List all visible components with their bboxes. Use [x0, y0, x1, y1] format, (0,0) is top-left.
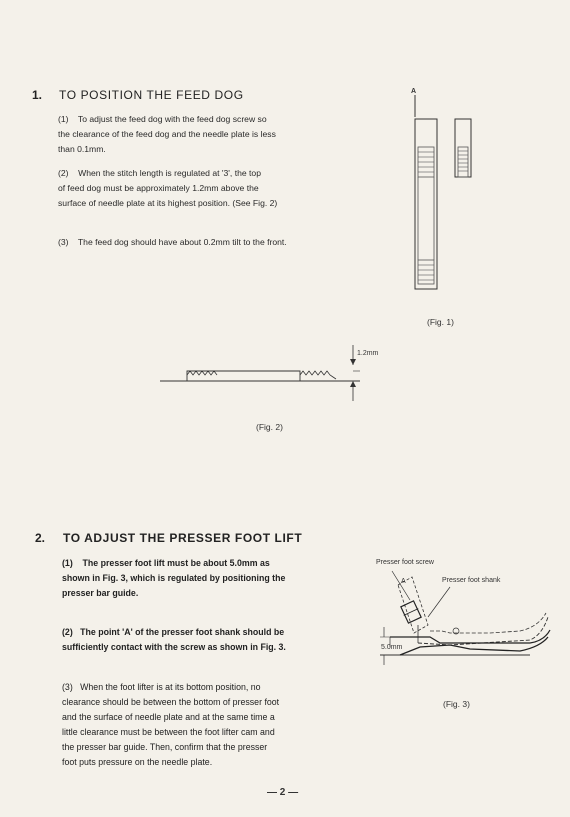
item-tag: (1) — [62, 558, 73, 568]
fig3-shank-label: Presser foot shank — [442, 577, 501, 584]
fig1-point-label: A — [411, 88, 417, 95]
item-line: than 0.1mm. — [58, 144, 106, 154]
item-text: The point 'A' of the presser foot shank should be — [80, 627, 285, 637]
item-line — [58, 166, 358, 181]
fig2-caption: (Fig. 2) — [256, 422, 283, 432]
item-text: When the stitch length is regulated at '3', the top — [78, 168, 261, 178]
section2-item2 — [62, 625, 337, 655]
section1-title: TO POSITION THE FEED DOG — [59, 88, 244, 102]
item-tag: (3) — [58, 237, 69, 247]
item-line — [58, 112, 358, 127]
fig2-dimension-label: 1.2mm — [357, 350, 379, 357]
fig3-dimension-label: 5.0mm — [381, 644, 403, 651]
item-text: The presser foot lift must be about 5.0mm as — [82, 558, 270, 568]
section1-item2 — [58, 166, 358, 211]
item-line: foot puts pressure on the needle plate. — [62, 757, 213, 767]
section1-item3 — [58, 235, 378, 250]
item-line — [58, 235, 378, 250]
section2-item1 — [62, 556, 332, 601]
item-text: To adjust the feed dog with the feed dog screw so — [77, 114, 267, 124]
item-line: and the surface of needle plate and at the same time a — [62, 712, 275, 722]
fig3-presser-foot-diagram — [370, 565, 555, 680]
item-tag: (2) — [58, 168, 69, 178]
section1-number: 1. — [32, 88, 43, 102]
item-text: The feed dog should have about 0.2mm tilt to the front. — [77, 237, 287, 247]
item-line: surface of needle plate at its highest position. (See Fig. 2) — [58, 198, 278, 208]
page-number: — 2 — — [267, 787, 299, 798]
item-line: the presser bar guide. Then, confirm that the presser — [62, 742, 268, 752]
section2-item3 — [62, 680, 337, 770]
section1-item1 — [58, 112, 358, 157]
item-line: of feed dog must be approximately 1.2mm above the — [58, 183, 259, 193]
fig1-feed-dog-diagram — [400, 95, 480, 305]
item-text: When the foot lifter is at its bottom position, no — [80, 682, 261, 692]
item-line — [62, 625, 337, 640]
fig3-screw-label: Presser foot screw — [376, 559, 434, 566]
item-line: clearance should be between the bottom of presser foot — [62, 697, 280, 707]
item-tag: (3) — [62, 682, 73, 692]
section2-title: TO ADJUST THE PRESSER FOOT LIFT — [63, 531, 303, 545]
fig3-point-label: A — [401, 578, 406, 585]
item-tag: (1) — [58, 114, 69, 124]
fig3-caption: (Fig. 3) — [443, 699, 470, 709]
item-line: presser bar guide. — [62, 588, 139, 598]
item-line: shown in Fig. 3, which is regulated by positioning the — [62, 573, 286, 583]
item-line: sufficiently contact with the screw as shown in Fig. 3. — [62, 642, 286, 652]
section2-number: 2. — [35, 531, 46, 545]
item-line — [62, 680, 337, 695]
item-line — [62, 556, 332, 571]
item-tag: (2) — [62, 627, 73, 637]
item-line: the clearance of the feed dog and the needle plate is less — [58, 129, 276, 139]
item-line: little clearance must be between the foot lifter cam and — [62, 727, 275, 737]
fig1-caption: (Fig. 1) — [427, 317, 454, 327]
